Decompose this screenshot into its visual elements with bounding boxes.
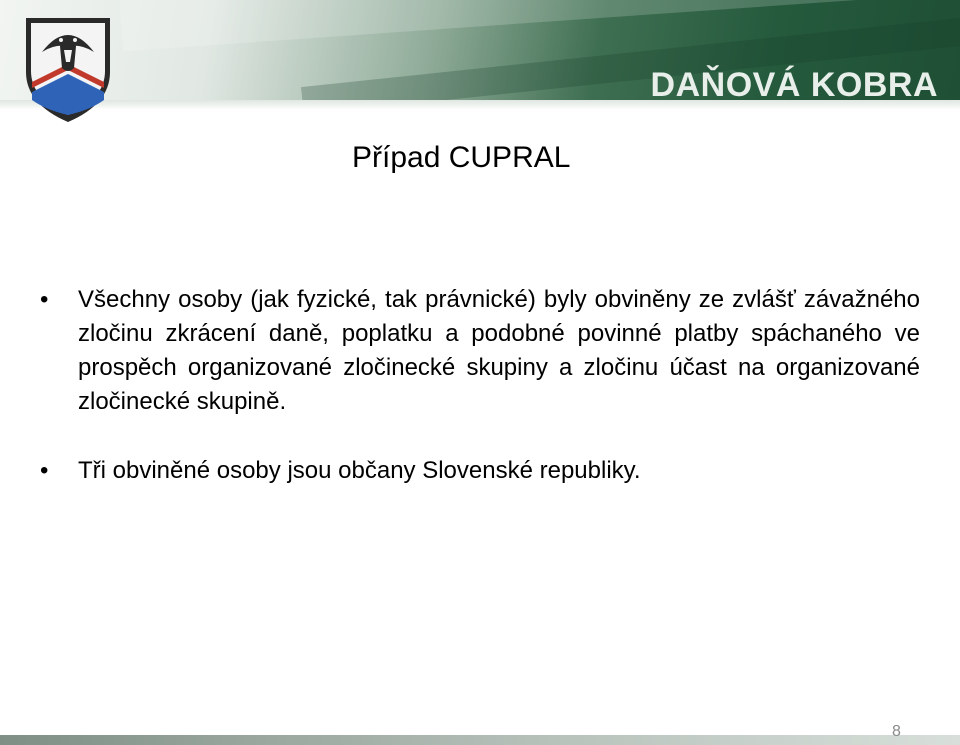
bullet-symbol: • xyxy=(40,457,49,484)
page-number: 8 xyxy=(892,723,901,740)
brand-title: DAŇOVÁ KOBRA xyxy=(650,66,938,104)
list-item xyxy=(40,283,920,419)
cobra-shield-icon xyxy=(20,12,116,126)
footer-line xyxy=(0,735,960,745)
bullet-symbol: • xyxy=(40,286,49,313)
bullet-text: Všechny osoby (jak fyzické, tak právnické) byly obviněny ze zvlášť závažného zločinu zkrácení daně, poplatku a podobné povinné platby spáchaného ve prospěch organizované zločinecké skupiny a zločinu účast na organizované zločinecké skupině. xyxy=(78,286,920,415)
list-item xyxy=(40,454,920,488)
bullet-text: Tři obviněné osoby jsou občany Slovenské republiky. xyxy=(78,457,641,484)
bullet-list xyxy=(40,283,920,523)
slide-title: Případ CUPRAL xyxy=(352,141,571,174)
